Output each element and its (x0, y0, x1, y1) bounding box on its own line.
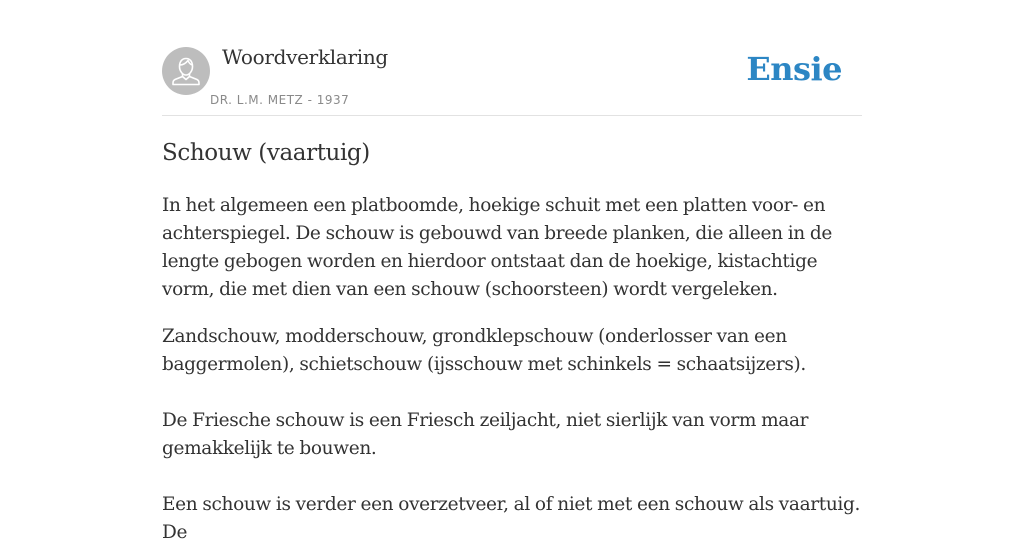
paragraph: In het algemeen een platboomde, hoekige schuit met een platten voor- en achterspiegel. De schouw is gebouwd van breede planken, die alleen in de lengte gebogen worden en hierdoor ontstaat dan de hoekige, kistachtige vorm, die met dien van een schouw (schoorsteen) wordt vergeleken. (162, 195, 832, 300)
byline (210, 93, 349, 107)
publication-year: 1937 (316, 93, 350, 107)
byline-separator: - (303, 93, 317, 107)
ensie-logo[interactable]: Ensie (746, 50, 842, 88)
avatar[interactable] (162, 47, 210, 95)
entry-title: Schouw (vaartuig) (162, 140, 370, 166)
entry-content (162, 192, 862, 547)
article-header (162, 0, 862, 116)
user-icon (162, 47, 210, 95)
paragraph: De Friesche schouw is een Friesch zeiljacht, niet sierlijk van vorm maar gemakkelijk te bouwen. (162, 410, 809, 459)
source-title[interactable]: Woordverklaring (222, 45, 388, 69)
author-name[interactable]: DR. L.M. METZ (210, 93, 304, 107)
paragraph: Zandschouw, modderschouw, grondklepschouw (onderlosser van een baggermolen), schietschouw (ijsschouw met schinkels = schaatsijzers). (162, 326, 806, 375)
article-card (162, 0, 862, 543)
paragraph: Een schouw is verder een overzetveer, al of niet met een schouw als vaartuig. De (162, 494, 860, 543)
